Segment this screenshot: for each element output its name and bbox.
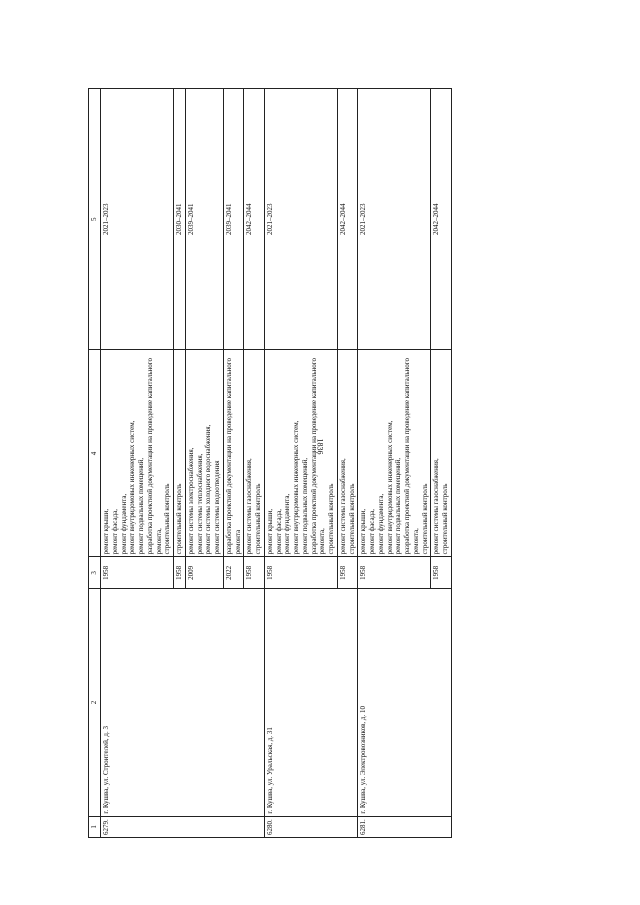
repair-period: 2021–2023 [264, 89, 337, 350]
header-col-1: 1 [89, 816, 101, 837]
build-year: 2009 [185, 557, 223, 589]
works-list: ремонт крыши, ремонт фасада, ремонт фундамента, ремонт внутридомовых инженерных систем, ремонт подвальных помещений, разработка проектной документации на проведение капитального ремонта, строительный контроль [358, 350, 431, 557]
table-row [358, 89, 431, 838]
table-body [101, 89, 452, 838]
repair-period: 2030–2041 [174, 89, 186, 350]
build-year: 1958 [337, 557, 358, 589]
build-year: 1958 [358, 557, 431, 589]
rotated-table-wrapper [88, 88, 620, 838]
build-year: 1958 [431, 557, 452, 589]
header-col-3: 3 [89, 557, 101, 589]
repair-period: 2021–2023 [358, 89, 431, 350]
works-list: ремонт системы газоснабжения, строительный контроль [431, 350, 452, 557]
build-year: 1958 [101, 557, 174, 589]
object-address: г. Кушва, ул. Электровозников, д. 10 [358, 589, 452, 816]
header-col-4: 4 [89, 350, 101, 557]
build-year: 1958 [244, 557, 265, 589]
repair-period: 2042–2044 [431, 89, 452, 350]
repair-period: 2039–2041 [223, 89, 244, 350]
build-year: 2022 [223, 557, 244, 589]
page-number: 1836 [315, 438, 325, 455]
object-address: г. Кушва, ул. Уральская, д. 31 [264, 589, 358, 816]
table-row [101, 89, 174, 838]
works-list: ремонт системы электроснабжения, ремонт системы теплоснабжения, ремонт системы холодного водоснабжения, ремонт системы водоотведения [185, 350, 223, 557]
build-year: 1958 [174, 557, 186, 589]
header-row [89, 89, 101, 838]
works-list: строительный контроль [174, 350, 186, 557]
works-list: ремонт крыши, ремонт фасада, ремонт фундамента, ремонт внутридомовых инженерных систем, ремонт подвальных помещений, разработка проектной документации на проведение капитального ремонта, строительный контроль [264, 350, 337, 557]
header-col-2: 2 [89, 589, 101, 816]
repair-period: 2021–2023 [101, 89, 174, 350]
works-list: ремонт крыши, ремонт фасада, ремонт фундамента, ремонт внутридомовых инженерных систем, ремонт подвальных помещений, разработка проектной документации на проведение капитального ремонта, строительный контроль [101, 350, 174, 557]
repair-period: 2042–2044 [337, 89, 358, 350]
repair-schedule-table [88, 88, 452, 838]
object-address: г. Кушва, ул. Строителей, д. 3 [101, 589, 265, 816]
build-year: 1958 [264, 557, 337, 589]
works-list: разработка проектной документации на проведение капитального ремонта [223, 350, 244, 557]
repair-period: 2039–2041 [185, 89, 223, 350]
table-row [264, 89, 337, 838]
object-number: 6281. [358, 816, 452, 837]
object-number: 6280. [264, 816, 358, 837]
header-col-5: 5 [89, 89, 101, 350]
repair-period: 2042–2044 [244, 89, 265, 350]
works-list: ремонт системы газоснабжения, строительный контроль [337, 350, 358, 557]
works-list: ремонт системы газоснабжения, строительный контроль [244, 350, 265, 557]
object-number: 6279. [101, 816, 265, 837]
